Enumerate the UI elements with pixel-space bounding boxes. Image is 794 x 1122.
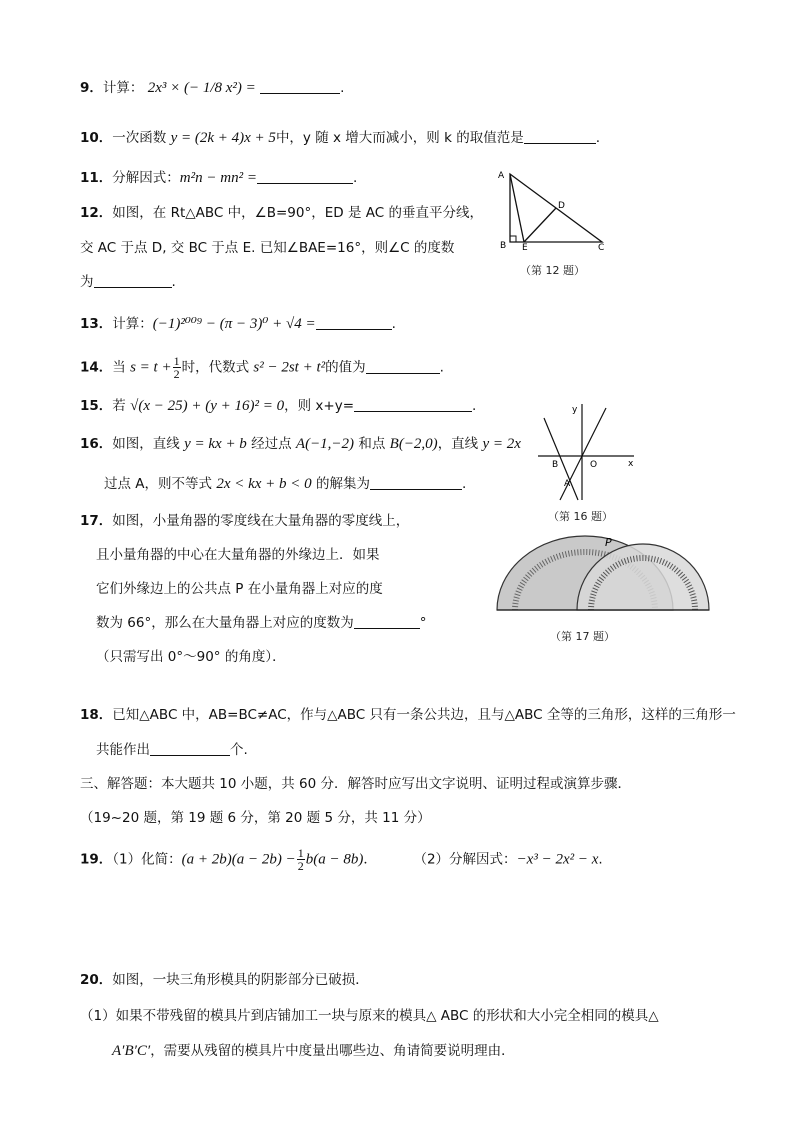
question-text: ，需要从残留的模具片中度量出哪些边、角请简要说明理由． <box>150 1043 515 1059</box>
label-a: A <box>498 171 505 181</box>
math-expression: A′B′C′ <box>112 1043 151 1059</box>
period: . <box>439 359 444 376</box>
math-expression: (a + 2b)(a − 2b) − <box>181 851 296 868</box>
answer-blank[interactable] <box>366 373 440 374</box>
figure-caption-16: （第 16 题） <box>548 510 613 523</box>
question-number: 10． <box>80 130 113 146</box>
question-text: 如图，小量角器的零度线在大量角器的零度线上， <box>112 513 410 529</box>
question-number: 13． <box>80 316 113 332</box>
period: . <box>352 170 358 186</box>
fraction <box>173 355 181 380</box>
question-number: 11． <box>80 170 113 186</box>
question-20-part1: （1）如果不带残留的模具片到店铺加工一块与原来的模具△ ABC 的形状和大小完全相同的模具△ <box>80 1008 659 1024</box>
triangle-figure <box>494 166 614 250</box>
degree-sign: ° <box>419 615 427 631</box>
question-11 <box>80 168 357 188</box>
question-text: ，直线 <box>437 436 483 452</box>
period: . <box>472 398 477 414</box>
question-12-line2: 交 AC 于点 D, 交 BC 于点 E. 已知∠BAE=16°，则∠C 的度数 <box>80 240 455 256</box>
question-text: （1）化简： <box>112 851 182 868</box>
question-text: 分解因式： <box>112 170 180 186</box>
point-b: B(−2,0) <box>389 436 438 452</box>
answer-blank[interactable] <box>316 329 392 330</box>
question-text: 计算： <box>102 80 144 96</box>
question-text: 如图，直线 <box>112 436 185 452</box>
math-expression: y = kx + b <box>184 436 247 452</box>
question-text: 的解集为 <box>311 476 370 492</box>
question-text: ，则 x+y= <box>284 398 355 414</box>
section-title: 三、解答题：本大题共 10 小题，共 60 分．解答时应写出文字说明、证明过程或演算步骤． <box>80 776 632 792</box>
section-subtitle: （19~20 题，第 19 题 6 分，第 20 题 5 分，共 11 分） <box>80 810 431 826</box>
segment-ae <box>510 174 524 242</box>
question-text: 经过点 <box>246 436 296 452</box>
question-16 <box>80 434 521 454</box>
math-expression: s² − 2st + t² <box>253 359 326 376</box>
perpendicular-bisector <box>524 208 556 242</box>
label-c: C <box>598 243 605 250</box>
question-12 <box>80 203 483 223</box>
question-text: 中，y 随 x 增大而减小，则 k 的取值范是 <box>275 130 524 146</box>
question-17-line5: （只需写出 0°～90° 的角度）． <box>96 649 286 665</box>
question-18-line2 <box>96 740 248 760</box>
question-19 <box>80 847 603 872</box>
question-18 <box>80 705 736 725</box>
question-16-line2 <box>104 474 466 494</box>
period: . <box>391 316 396 332</box>
period: ． <box>363 851 377 868</box>
answer-blank[interactable] <box>370 489 462 490</box>
question-14 <box>80 355 444 380</box>
label-y: y <box>572 405 578 415</box>
question-number: 20． <box>80 972 113 988</box>
period: . <box>340 80 345 96</box>
question-text: 为 <box>80 274 94 290</box>
question-15 <box>80 396 476 416</box>
coordinate-figure <box>530 400 640 504</box>
question-13 <box>80 314 396 334</box>
point-a: A(−1,−2) <box>295 436 355 452</box>
question-number: 9． <box>80 80 103 96</box>
question-17-line3: 它们外缘边上的公共点 P 在小量角器上对应的度 <box>96 581 383 597</box>
question-text: 若 <box>112 398 131 414</box>
label-b: B <box>552 460 559 470</box>
math-expression: 2x < kx + b < 0 <box>216 476 312 492</box>
question-9 <box>80 78 344 98</box>
question-text: 数为 66°，那么在大量角器上对应的度数为 <box>96 615 354 631</box>
question-text: 如图，一块三角形模具的阴影部分已破损． <box>112 972 369 988</box>
denominator: 2 <box>297 859 304 873</box>
label-x: x <box>628 459 634 469</box>
label-a: A <box>564 479 571 489</box>
math-expression: b(a − 8b) <box>305 851 364 868</box>
numerator: 1 <box>297 846 304 860</box>
label-e: E <box>522 243 528 250</box>
question-text: 的值为 <box>325 359 366 376</box>
question-text: 计算： <box>112 316 153 332</box>
math-expression: y = (2k + 4)x + 5 <box>170 130 276 146</box>
question-10 <box>80 128 600 148</box>
question-20 <box>80 970 369 990</box>
question-number: 19． <box>80 851 113 868</box>
question-20-part1-line2 <box>112 1041 515 1061</box>
question-number: 12． <box>80 205 113 221</box>
question-number: 17． <box>80 513 113 529</box>
math-expression: s = t + <box>130 359 172 376</box>
fraction <box>297 847 305 872</box>
label-b: B <box>500 241 507 250</box>
math-expression: m²n − mn² = <box>179 170 257 186</box>
question-text: 当 <box>112 359 131 376</box>
question-text: （2）分解因式： <box>413 851 517 868</box>
period: . <box>598 851 603 868</box>
question-text: 个. <box>230 742 248 758</box>
question-17 <box>80 511 409 531</box>
question-text: 和点 <box>354 436 390 452</box>
label-d: D <box>558 201 565 211</box>
answer-blank[interactable] <box>354 411 472 412</box>
question-17-line4 <box>96 613 426 633</box>
answer-blank[interactable] <box>260 93 340 94</box>
period: . <box>595 130 600 146</box>
question-number: 16． <box>80 436 113 452</box>
question-number: 15． <box>80 398 113 414</box>
question-text: 时，代数式 <box>181 359 254 376</box>
period: . <box>171 274 176 290</box>
numerator: 1 <box>173 354 180 368</box>
answer-blank[interactable] <box>354 628 420 629</box>
period: . <box>461 476 467 492</box>
denominator: 2 <box>173 367 180 381</box>
answer-blank[interactable] <box>524 143 596 144</box>
question-text: 一次函数 <box>112 130 171 146</box>
right-angle-mark <box>510 236 516 242</box>
question-text: 如图，在 Rt△ABC 中，∠B=90°，ED 是 AC 的垂直平分线， <box>112 205 483 221</box>
answer-blank[interactable] <box>150 755 230 756</box>
label-p: P <box>605 536 612 549</box>
figure-caption-17: （第 17 题） <box>550 630 615 643</box>
protractor-figure <box>493 532 715 614</box>
question-text: 过点 A，则不等式 <box>104 476 217 492</box>
line-kx-b <box>544 418 578 500</box>
math-expression: 2x³ × (− 1/8 x²) = <box>147 80 256 96</box>
question-text: 共能作出 <box>96 742 150 758</box>
figure-caption-12: （第 12 题） <box>520 264 585 277</box>
label-o: O <box>590 460 598 470</box>
math-expression: y = 2x <box>482 436 521 452</box>
question-number: 14． <box>80 359 113 376</box>
math-expression: (−1)²⁰⁰⁹ − (π − 3)⁰ + √4 = <box>152 316 316 332</box>
math-expression: √(x − 25) + (y + 16)² = 0 <box>130 398 285 414</box>
question-17-line2: 且小量角器的中心在大量角器的外缘边上．如果 <box>96 547 380 563</box>
answer-blank[interactable] <box>94 287 172 288</box>
answer-blank[interactable] <box>257 183 353 184</box>
math-expression: −x³ − 2x² − x <box>516 851 599 868</box>
question-text: 已知△ABC 中，AB=BC≠AC，作与△ABC 只有一条公共边，且与△ABC 全等的三角形，这样的三角形一 <box>112 707 736 723</box>
question-number: 18． <box>80 707 113 723</box>
question-12-line3 <box>80 272 176 292</box>
